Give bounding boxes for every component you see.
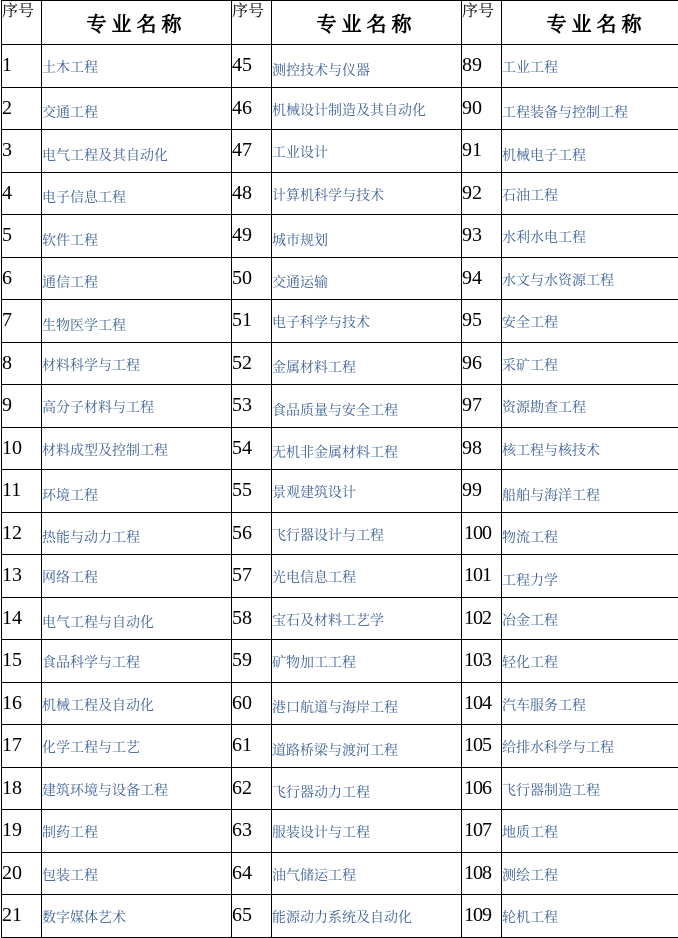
serial-number: 64 — [232, 852, 272, 895]
major-name: 电子科学与技术 — [272, 300, 462, 343]
header-serial-number: 序号 — [232, 1, 272, 45]
major-name: 网络工程 — [42, 555, 232, 598]
serial-number: 91 — [462, 130, 502, 173]
serial-number: 13 — [2, 555, 42, 598]
major-name: 石油工程 — [502, 172, 678, 215]
serial-number: 8 — [2, 342, 42, 385]
table-row — [2, 852, 678, 895]
serial-number: 45 — [232, 45, 272, 88]
header-row — [2, 1, 678, 45]
serial-number: 16 — [2, 682, 42, 725]
major-name: 给排水科学与工程 — [502, 725, 678, 768]
table-row — [2, 427, 678, 470]
major-name: 轻化工程 — [502, 640, 678, 683]
table-row — [2, 87, 678, 130]
major-name: 通信工程 — [42, 257, 232, 300]
table-row — [2, 640, 678, 683]
major-name: 热能与动力工程 — [42, 512, 232, 555]
serial-number: 101 — [462, 555, 502, 598]
serial-number: 104 — [462, 682, 502, 725]
major-name: 材料科学与工程 — [42, 342, 232, 385]
major-name: 食品质量与安全工程 — [272, 385, 462, 428]
serial-number: 1 — [2, 45, 42, 88]
serial-number: 60 — [232, 682, 272, 725]
major-name: 包装工程 — [42, 852, 232, 895]
major-name: 制药工程 — [42, 810, 232, 853]
table-row — [2, 342, 678, 385]
serial-number: 10 — [2, 427, 42, 470]
serial-number: 53 — [232, 385, 272, 428]
serial-number: 54 — [232, 427, 272, 470]
major-name: 能源动力系统及自动化 — [272, 895, 462, 938]
table-row — [2, 725, 678, 768]
table-row — [2, 470, 678, 513]
table-row — [2, 172, 678, 215]
serial-number: 7 — [2, 300, 42, 343]
serial-number: 56 — [232, 512, 272, 555]
serial-number: 106 — [462, 767, 502, 810]
major-name: 采矿工程 — [502, 342, 678, 385]
major-name: 机械电子工程 — [502, 130, 678, 173]
table-row — [2, 682, 678, 725]
serial-number: 58 — [232, 597, 272, 640]
serial-number: 94 — [462, 257, 502, 300]
major-name: 测绘工程 — [502, 852, 678, 895]
table-row — [2, 767, 678, 810]
major-name: 高分子材料与工程 — [42, 385, 232, 428]
header-major-name: 专业名称 — [42, 1, 232, 45]
major-name: 建筑环境与设备工程 — [42, 767, 232, 810]
serial-number: 46 — [232, 87, 272, 130]
serial-number: 97 — [462, 385, 502, 428]
major-name: 地质工程 — [502, 810, 678, 853]
major-name: 安全工程 — [502, 300, 678, 343]
table-row — [2, 257, 678, 300]
serial-number: 4 — [2, 172, 42, 215]
major-name: 宝石及材料工艺学 — [272, 597, 462, 640]
serial-number: 62 — [232, 767, 272, 810]
major-name: 交通运输 — [272, 257, 462, 300]
major-name: 港口航道与海岸工程 — [272, 682, 462, 725]
header-major-name: 专业名称 — [272, 1, 462, 45]
major-name: 交通工程 — [42, 87, 232, 130]
serial-number: 9 — [2, 385, 42, 428]
serial-number: 102 — [462, 597, 502, 640]
table-row — [2, 130, 678, 173]
serial-number: 18 — [2, 767, 42, 810]
major-name: 服装设计与工程 — [272, 810, 462, 853]
major-name: 道路桥梁与渡河工程 — [272, 725, 462, 768]
serial-number: 47 — [232, 130, 272, 173]
header-serial-number: 序号 — [462, 1, 502, 45]
major-name: 测控技术与仪器 — [272, 45, 462, 88]
table-row — [2, 555, 678, 598]
serial-number: 52 — [232, 342, 272, 385]
serial-number: 19 — [2, 810, 42, 853]
serial-number: 109 — [462, 895, 502, 938]
serial-number: 63 — [232, 810, 272, 853]
serial-number: 57 — [232, 555, 272, 598]
major-name: 工业设计 — [272, 130, 462, 173]
serial-number: 2 — [2, 87, 42, 130]
major-name: 金属材料工程 — [272, 342, 462, 385]
serial-number: 92 — [462, 172, 502, 215]
serial-number: 90 — [462, 87, 502, 130]
major-name: 城市规划 — [272, 215, 462, 258]
table-row — [2, 597, 678, 640]
major-name: 电气工程与自动化 — [42, 597, 232, 640]
major-name: 环境工程 — [42, 470, 232, 513]
major-name: 飞行器设计与工程 — [272, 512, 462, 555]
header-major-name: 专业名称 — [502, 1, 678, 45]
serial-number: 59 — [232, 640, 272, 683]
major-name: 数字媒体艺术 — [42, 895, 232, 938]
major-name: 生物医学工程 — [42, 300, 232, 343]
table-row — [2, 215, 678, 258]
majors-table — [1, 0, 678, 938]
major-name: 工程装备与控制工程 — [502, 87, 678, 130]
serial-number: 61 — [232, 725, 272, 768]
major-name: 船舶与海洋工程 — [502, 470, 678, 513]
serial-number: 93 — [462, 215, 502, 258]
serial-number: 100 — [462, 512, 502, 555]
major-name: 计算机科学与技术 — [272, 172, 462, 215]
table-row — [2, 512, 678, 555]
serial-number: 96 — [462, 342, 502, 385]
table-row — [2, 810, 678, 853]
serial-number: 105 — [462, 725, 502, 768]
major-name: 油气储运工程 — [272, 852, 462, 895]
serial-number: 17 — [2, 725, 42, 768]
major-name: 汽车服务工程 — [502, 682, 678, 725]
serial-number: 50 — [232, 257, 272, 300]
majors-table-body — [2, 45, 678, 938]
major-name: 工业工程 — [502, 45, 678, 88]
table-row — [2, 895, 678, 938]
serial-number: 3 — [2, 130, 42, 173]
serial-number: 49 — [232, 215, 272, 258]
serial-number: 20 — [2, 852, 42, 895]
table-row — [2, 300, 678, 343]
serial-number: 48 — [232, 172, 272, 215]
serial-number: 51 — [232, 300, 272, 343]
major-name: 电子信息工程 — [42, 172, 232, 215]
serial-number: 6 — [2, 257, 42, 300]
major-name: 化学工程与工艺 — [42, 725, 232, 768]
major-name: 飞行器制造工程 — [502, 767, 678, 810]
major-name: 食品科学与工程 — [42, 640, 232, 683]
serial-number: 15 — [2, 640, 42, 683]
serial-number: 5 — [2, 215, 42, 258]
major-name: 机械工程及自动化 — [42, 682, 232, 725]
serial-number: 103 — [462, 640, 502, 683]
serial-number: 108 — [462, 852, 502, 895]
serial-number: 107 — [462, 810, 502, 853]
serial-number: 55 — [232, 470, 272, 513]
serial-number: 65 — [232, 895, 272, 938]
table-row — [2, 45, 678, 88]
serial-number: 14 — [2, 597, 42, 640]
header-serial-number: 序号 — [2, 1, 42, 45]
serial-number: 12 — [2, 512, 42, 555]
major-name: 景观建筑设计 — [272, 470, 462, 513]
major-name: 土木工程 — [42, 45, 232, 88]
major-name: 工程力学 — [502, 555, 678, 598]
table-row — [2, 385, 678, 428]
major-name: 机械设计制造及其自动化 — [272, 87, 462, 130]
major-name: 水文与水资源工程 — [502, 257, 678, 300]
major-name: 材料成型及控制工程 — [42, 427, 232, 470]
serial-number: 98 — [462, 427, 502, 470]
major-name: 冶金工程 — [502, 597, 678, 640]
serial-number: 99 — [462, 470, 502, 513]
serial-number: 21 — [2, 895, 42, 938]
serial-number: 89 — [462, 45, 502, 88]
major-name: 矿物加工工程 — [272, 640, 462, 683]
major-name: 资源勘查工程 — [502, 385, 678, 428]
serial-number: 11 — [2, 470, 42, 513]
major-name: 飞行器动力工程 — [272, 767, 462, 810]
major-name: 物流工程 — [502, 512, 678, 555]
major-name: 电气工程及其自动化 — [42, 130, 232, 173]
major-name: 无机非金属材料工程 — [272, 427, 462, 470]
serial-number: 95 — [462, 300, 502, 343]
major-name: 光电信息工程 — [272, 555, 462, 598]
major-name: 核工程与核技术 — [502, 427, 678, 470]
major-name: 水利水电工程 — [502, 215, 678, 258]
major-name: 软件工程 — [42, 215, 232, 258]
major-name: 轮机工程 — [502, 895, 678, 938]
